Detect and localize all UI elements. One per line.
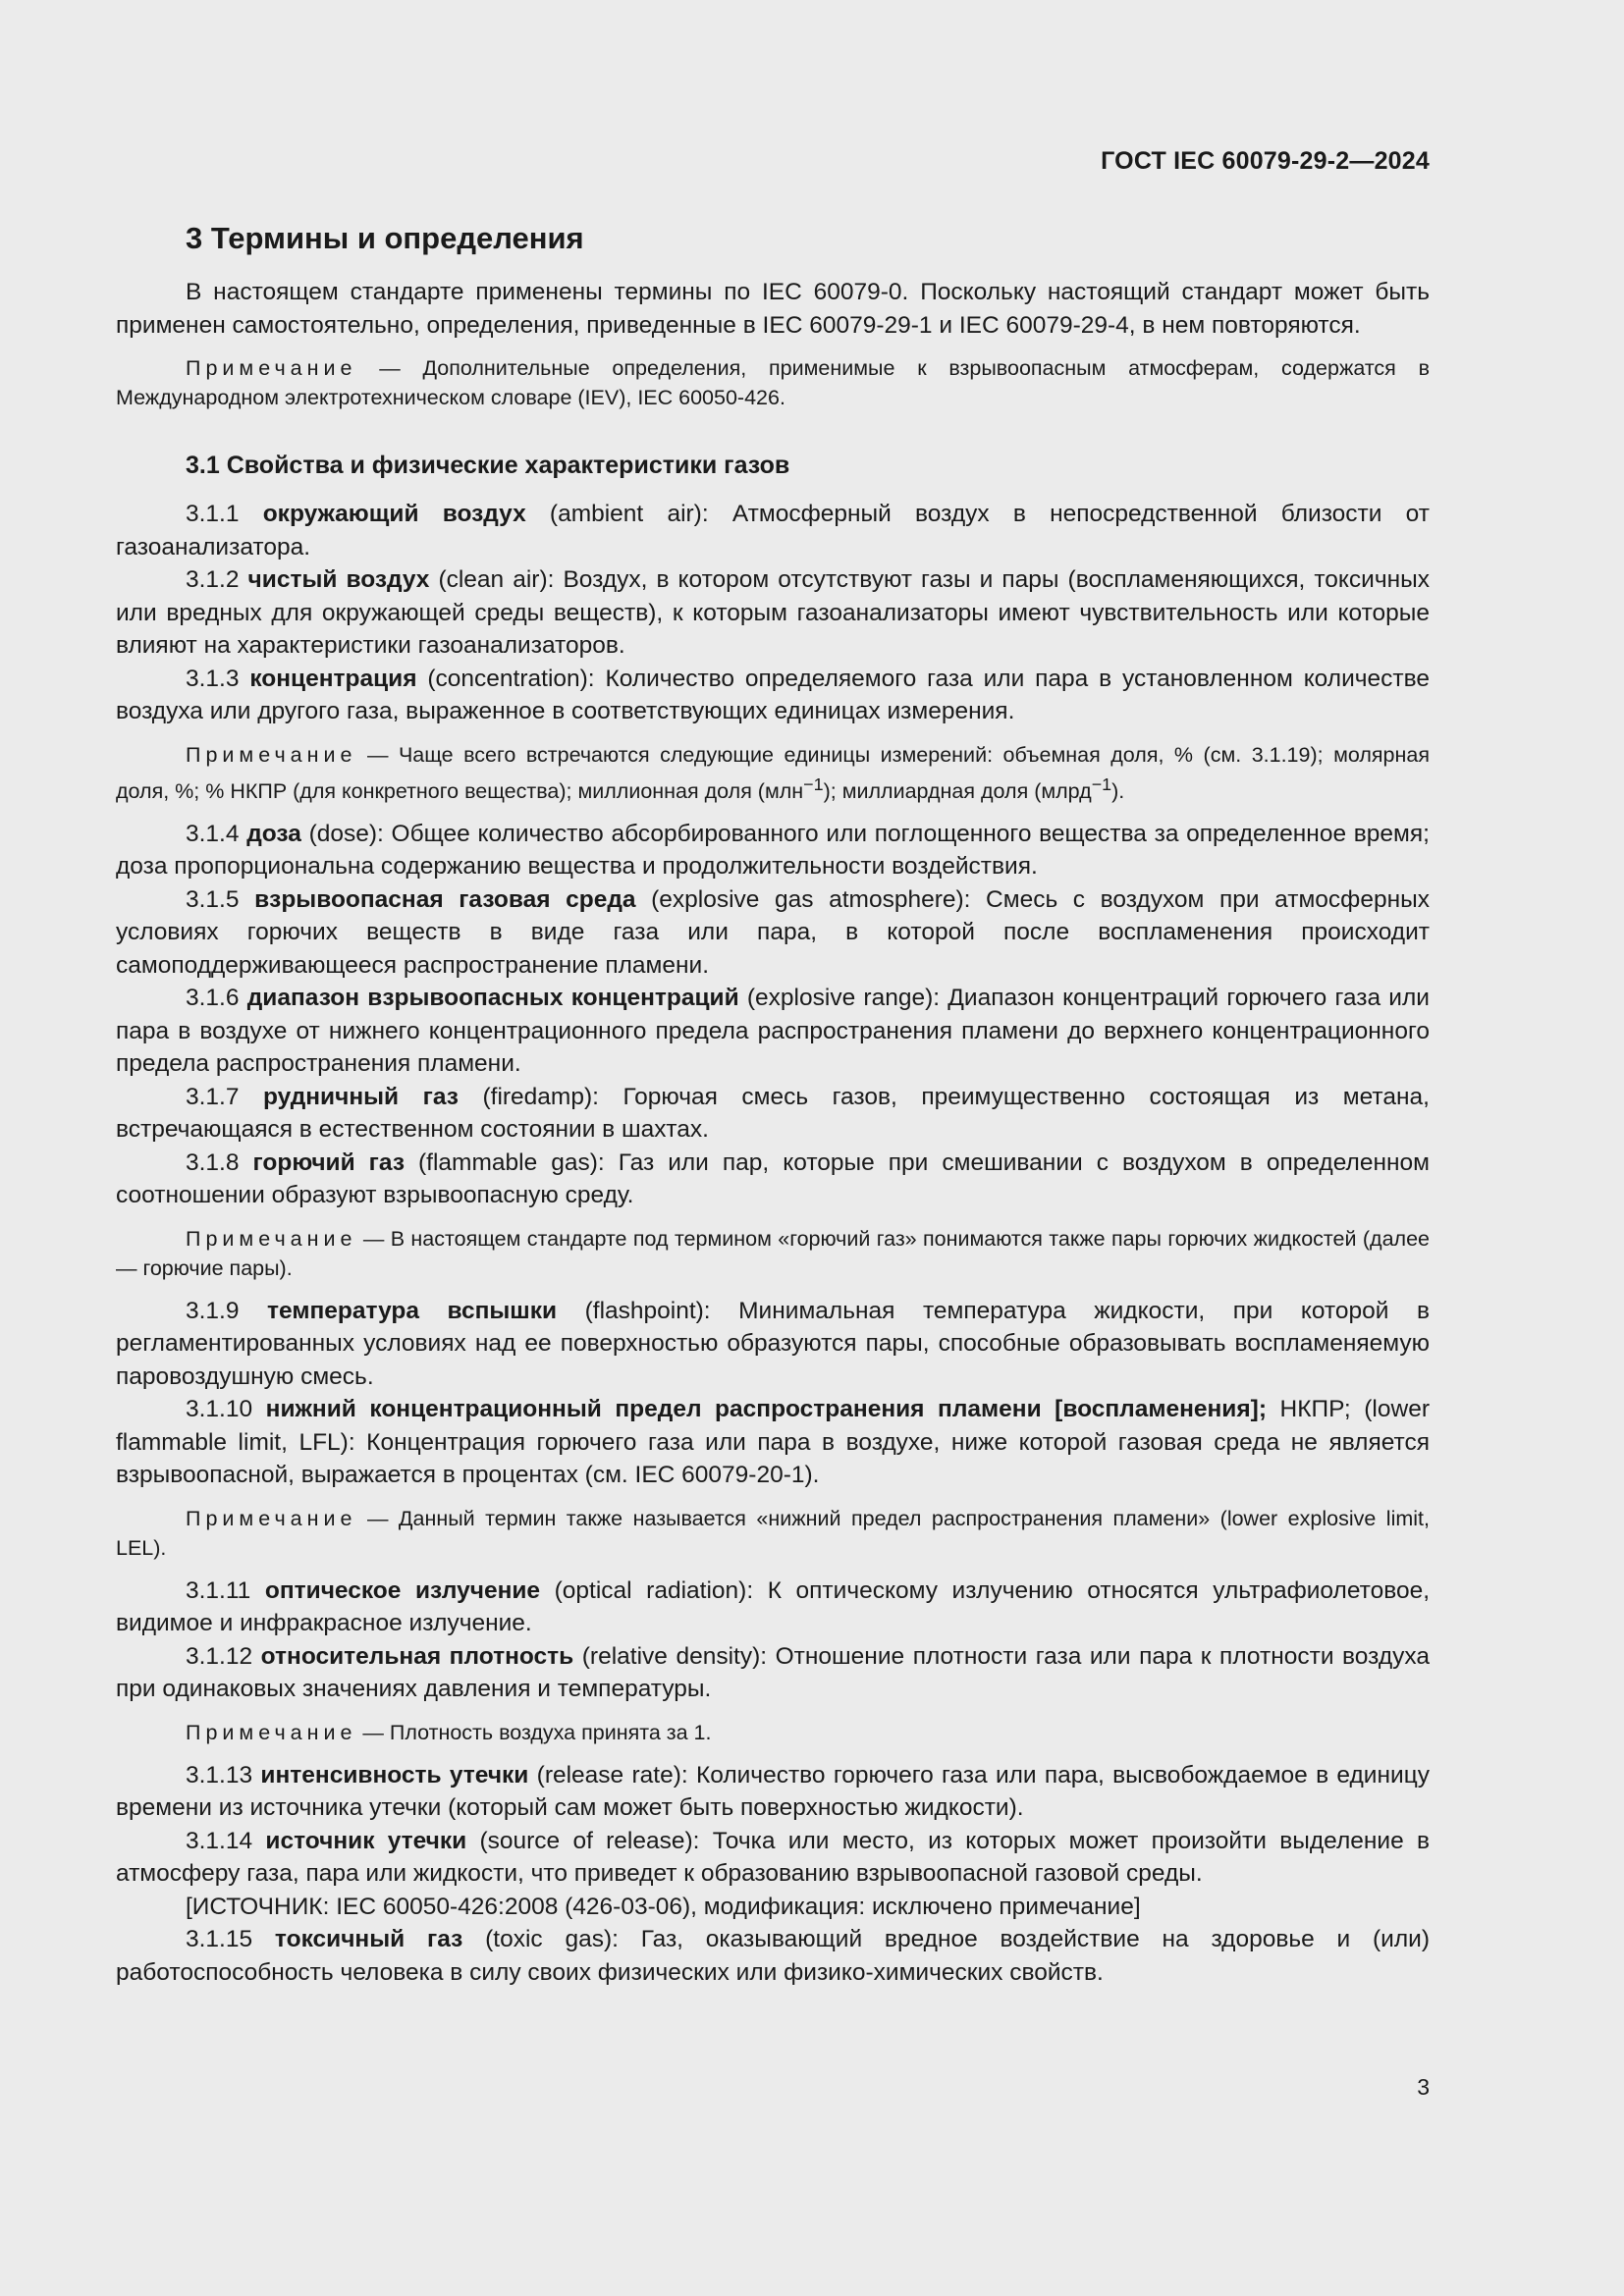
note [116,1504,1430,1563]
term-entry [116,663,1430,728]
note [116,740,1430,806]
note-label: Примечание [186,356,357,380]
note-text: — Плотность воздуха принята за 1. [356,1720,712,1744]
page-content [116,221,1430,1989]
term-number: 3.1.13 [186,1761,261,1789]
term-definition: (toxic gas): Газ, оказывающий вредное воздействие на здоровье и (или) работоспособность человека в силу своих физических или физико-химических свойств. [116,1926,1431,1986]
term-definition: (flashpoint): Минимальная температура жидкости, при которой в регламентированных условиях над ее поверхностью образуются пары, способные образовывать воспламеняемую паровоздушную смесь. [116,1297,1430,1390]
term-name: концентрация [249,665,417,692]
term-name: диапазон взрывоопасных концентраций [246,985,739,1012]
term-number: 3.1.11 [186,1576,265,1604]
term-entry [116,1295,1430,1394]
term-number: 3.1.6 [186,985,247,1012]
note-label: Примечание [186,1506,357,1530]
term-name: рудничный газ [263,1083,459,1110]
note-text: — Дополнительные определения, применимые к взрывоопасным атмосферам, содержатся в Международном электротехническом словаре (IEV), IEC 60050-426. [116,356,1430,409]
term-name: оптическое излучение [264,1576,541,1604]
note [116,1718,1430,1747]
term-name: интенсивность утечки [260,1761,529,1789]
term-name: относительная плотность [260,1642,574,1670]
term-name: температура вспышки [267,1297,558,1324]
term-entry [116,563,1430,663]
term-name: токсичный газ [274,1926,463,1953]
term-number: 3.1.10 [186,1396,266,1423]
term-entry [116,1147,1430,1212]
note-label: Примечание [186,1720,357,1744]
term-number: 3.1.12 [186,1642,261,1670]
term-entry [116,1640,1430,1706]
note-text: — Данный термин также называется «нижний предел распространения пламени» (lower explosive limit, LEL). [116,1506,1430,1560]
term-name: источник утечки [265,1827,467,1854]
note-label: Примечание [186,742,357,767]
term-entry [116,1393,1430,1492]
note-label: Примечание [186,1226,357,1251]
term-definition: (dose): Общее количество абсорбированного или поглощенного вещества за определенное время; доза пропорциональна содержанию вещества и продолжительности воздействия. [116,820,1430,881]
term-name: горючий газ [252,1148,405,1176]
term-number: 3.1.1 [186,501,263,527]
term-name: чистый воздух [247,566,430,593]
note [116,1224,1430,1283]
note-text: — Чаще всего встречаются следующие единицы измерений: объемная доля, % (см. 3.1.19); молярная доля, %; % НКПР (для конкретного вещества); миллионная доля (млн [116,742,1430,803]
term-entry [116,818,1430,883]
term-definition: (clean air): Воздух, в котором отсутствуют газы и пары (воспламеняющихся, токсичных или вредных для окружающей среды веществ), к которым газоанализаторы имеют чувствительность или которые влияют на характеристики газоанализаторов. [116,566,1430,659]
term-definition: (explosive gas atmosphere): Смесь с воздухом при атмосферных условиях горючих веществ в виде газа или пара, в которой после воспламенения происходит самоподдерживающееся распространение пламени. [116,885,1430,979]
term-number: 3.1.14 [186,1827,266,1854]
document-number: ГОСТ IEC 60079-29-2—2024 [1101,147,1430,175]
term-number: 3.1.5 [186,885,255,913]
term-entry [116,1081,1430,1147]
term-entry [116,1759,1430,1825]
term-entry [116,498,1430,563]
term-definition: (explosive range): Диапазон концентраций горючего газа или пара в воздухе от нижнего концентрационного предела распространения пламени до верхнего концентрационного предела распространения пламени. [116,985,1430,1078]
term-definition: (flammable gas): Газ или пар, которые при смешивании с воздухом в определенном соотношении образуют взрывоопасную среду. [116,1148,1430,1209]
term-number: 3.1.7 [186,1083,264,1110]
term-entry [116,1923,1430,1989]
term-definition: (firedamp): Горючая смесь газов, преимущественно состоящая из метана, встречающаяся в естественном состоянии в шахтах. [116,1083,1430,1144]
subsection-title: 3.1 Свойства и физические характеристики газов [186,452,790,479]
term-definition: (relative density): Отношение плотности газа или пара к плотности воздуха при одинаковых значениях давления и температуры. [116,1642,1430,1703]
term-source: [ИСТОЧНИК: IEC 60050-426:2008 (426-03-06), модификация: исключено примечание] [186,1893,1141,1920]
page-number: 3 [1417,2074,1430,2100]
note-text: — В настоящем стандарте под термином «горючий газ» понимаются также пары горючих жидкостей (далее — горючие пары). [116,1226,1430,1280]
term-name: окружающий воздух [262,501,526,527]
term-definition: НКПР; (lower flammable limit, LFL): Концентрация горючего газа или пара в воздухе, ниже которой газовая среда не является взрывоопасной, выражается в процентах (см. IEC 60079-20-1). [116,1396,1430,1489]
term-number: 3.1.9 [186,1297,268,1324]
term-number: 3.1.3 [186,665,250,692]
term-definition: (optical radiation): К оптическому излучению относятся ультрафиолетовое, видимое и инфракрасное излучение. [116,1576,1431,1637]
superscript: −1 [803,774,824,794]
note-text: ). [1111,778,1125,803]
section-intro: В настоящем стандарте применены термины по IEC 60079-0. Поскольку настоящий стандарт может быть применен самостоятельно, определения, приведенные в IEC 60079-29-1 и IEC 60079-29-4, в нем повторяются. [116,279,1430,339]
note [116,353,1430,412]
term-definition: (release rate): Количество горючего газа или пара, высвобождаемое в единицу времени из источника утечки (который сам может быть поверхностью жидкости). [116,1761,1430,1822]
superscript: −1 [1091,774,1112,794]
term-definition: (ambient air): Атмосферный воздух в непосредственной близости от газоанализатора. [116,501,1430,561]
term-definition: (source of release): Точка или место, из которых может произойти выделение в атмосферу газа, пара или жидкости, что приведет к образованию взрывоопасной газовой среды. [116,1827,1430,1888]
term-number: 3.1.4 [186,820,247,847]
term-number: 3.1.8 [186,1148,253,1176]
note-text: ); миллиардная доля (млрд [823,778,1092,803]
term-name: доза [246,820,301,847]
term-name: нижний концентрационный предел распространения пламени [воспламенения]; [265,1396,1267,1423]
term-entry [116,1825,1430,1891]
term-name: взрывоопасная газовая среда [254,885,636,913]
term-entry [116,1575,1430,1640]
section-title: 3 Термины и определения [186,221,584,255]
term-number: 3.1.15 [186,1926,275,1953]
term-entry [116,982,1430,1081]
term-number: 3.1.2 [186,566,248,593]
term-entry [116,883,1430,983]
term-definition: (concentration): Количество определяемого газа или пара в установленном количестве воздуха или другого газа, выраженное в соответствующих единицах измерения. [116,665,1430,724]
